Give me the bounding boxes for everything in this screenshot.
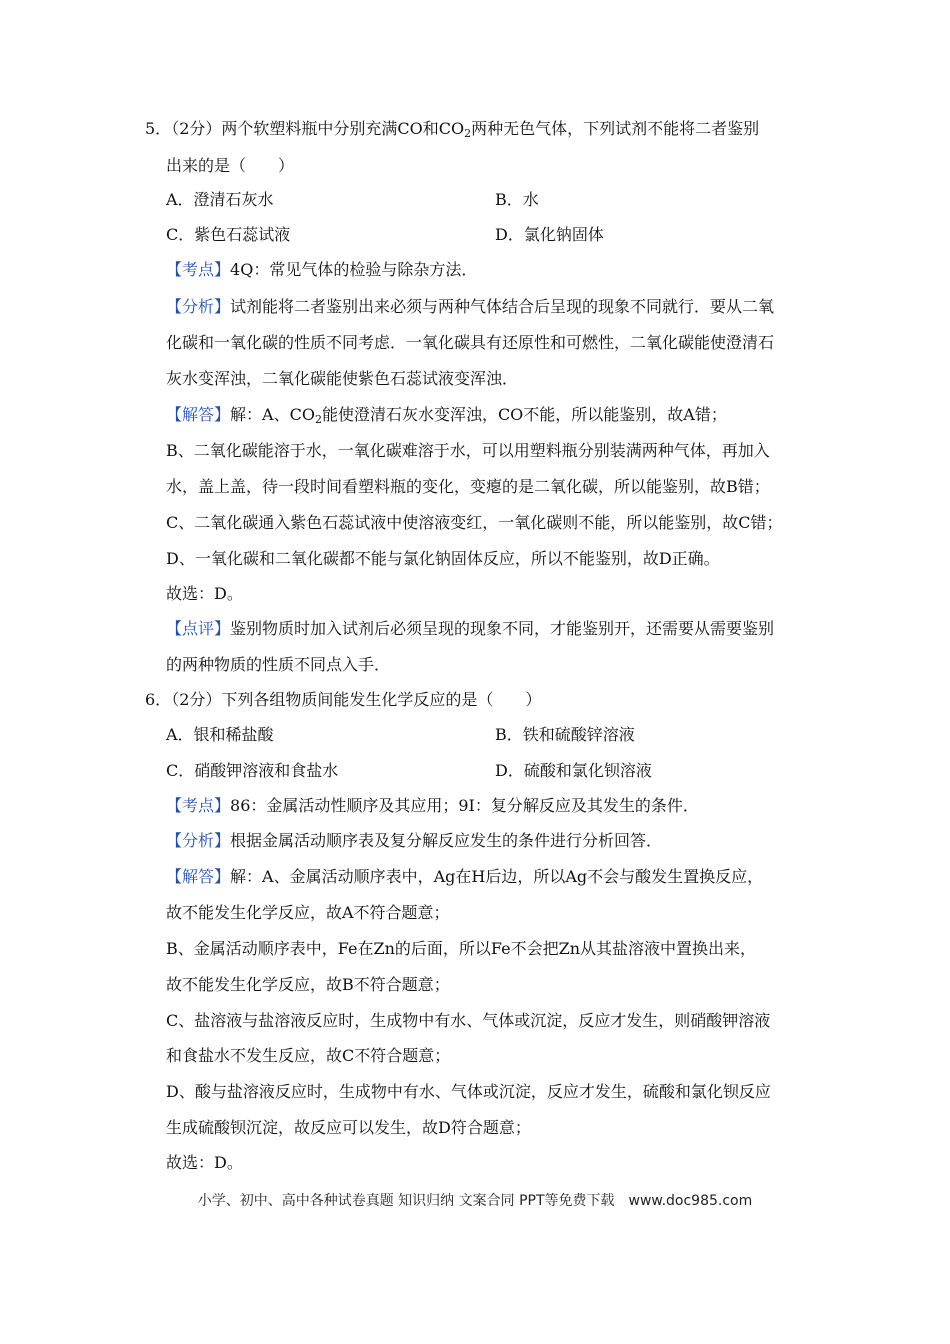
- q6-jieda-line6: 和食盐水不发生反应，故C不符合题意；: [166, 1046, 451, 1065]
- q5-option-a: A．澄清石灰水: [166, 190, 274, 209]
- q6-option-c: C．硝酸钾溶液和食盐水: [166, 761, 339, 780]
- q6-fenxi-tag: 【分析】: [166, 831, 231, 850]
- q5-jieda-line5: D、一氧化碳和二氧化碳都不能与氯化钠固体反应，所以不能鉴别，故D正确。: [166, 549, 720, 568]
- q6-option-d: D．硫酸和氯化钡溶液: [495, 761, 652, 780]
- q5-fenxi-line1: 【分析】试剂能将二者鉴别出来必须与两种气体结合后呈现的现象不同就行．要从二氧: [166, 297, 775, 316]
- q5-option-c: C．紫色石蕊试液: [166, 225, 291, 244]
- q5-jieda-line4: C、二氧化碳通入紫色石蕊试液中使溶液变红，一氧化碳则不能，所以能鉴别，故C错；: [166, 513, 783, 532]
- q5-stem-line1: 5．（2分）两个软塑料瓶中分别充满CO和$CO_2$两种无色气体，下列试剂不能将二者鉴别: [145, 119, 760, 140]
- q5-fenxi-line2: 化碳和一氧化碳的性质不同考虑．一氧化碳具有还原性和可燃性，二氧化碳能使澄清石: [166, 333, 775, 352]
- q5-jieda-line2: B、二氧化碳能溶于水，一氧化碳难溶于水，可以用塑料瓶分别装满两种气体，再加入: [166, 441, 770, 460]
- q6-jieda-tag: 【解答】: [166, 867, 231, 886]
- q6-jieda-line3: B、金属活动顺序表中，Fe在Zn的后面，所以Fe不会把Zn从其盐溶液中置换出来，: [166, 939, 756, 958]
- q6-jieda-line8: 生成硫酸钡沉淀，故反应可以发生，故D符合题意；: [166, 1118, 531, 1137]
- q5-fenxi-tag: 【分析】: [166, 297, 231, 316]
- q6-jieda-line1: 【解答】解：A、金属活动顺序表中，Ag在H后边，所以Ag不会与酸发生置换反应，: [166, 867, 764, 886]
- q5-jieda-line1: 【解答】解：A、$CO_2$能使澄清石灰水变浑浊，CO不能，所以能鉴别，故A错；: [166, 405, 727, 426]
- q5-dianping-tag: 【点评】: [166, 619, 231, 638]
- q6-kaodian-tag: 【考点】: [166, 796, 231, 815]
- q5-kaodian: 【考点】4Q：常见气体的检验与除杂方法．: [166, 260, 478, 279]
- q6-kaodian: 【考点】86：金属活动性顺序及其应用；9I：复分解反应及其发生的条件．: [166, 796, 699, 815]
- q6-jieda-line7: D、酸与盐溶液反应时，生成物中有水、气体或沉淀，反应才发生，硫酸和氯化钡反应: [166, 1082, 771, 1101]
- q6-fenxi: 【分析】根据金属活动顺序表及复分解反应发生的条件进行分析回答．: [166, 831, 663, 850]
- q5-number: 5．: [145, 119, 172, 138]
- q5-answer: 故选：D。: [166, 584, 243, 603]
- q6-number: 6．: [145, 690, 172, 709]
- q6-stem: 6．（2分）下列各组物质间能发生化学反应的是（ ）: [145, 690, 542, 709]
- q5-jieda-tag: 【解答】: [166, 405, 231, 424]
- q5-fenxi-line3: 灰水变浑浊，二氧化碳能使紫色石蕊试液变浑浊．: [166, 369, 519, 388]
- q5-option-d: D．氯化钠固体: [495, 225, 604, 244]
- q5-dianping-line1: 【点评】鉴别物质时加入试剂后必须呈现的现象不同，才能鉴别开，还需要从需要鉴别: [166, 619, 775, 638]
- q5-co2-subscript: 2: [464, 127, 472, 140]
- page-footer: 小学、初中、高中各种试卷真题 知识归纳 文案合同 PPT等免费下载 www.doc985.com: [197, 1193, 753, 1209]
- q6-jieda-line4: 故不能发生化学反应，故B不符合题意；: [166, 975, 450, 994]
- q5-dianping-line2: 的两种物质的性质不同点入手．: [166, 655, 391, 674]
- q6-jieda-line2: 故不能发生化学反应，故A不符合题意；: [166, 903, 450, 922]
- q6-jieda-line5: C、盐溶液与盐溶液反应时，生成物中有水、气体或沉淀，反应才发生，则硝酸钾溶液: [166, 1011, 771, 1030]
- q5-option-b: B．水: [495, 190, 539, 209]
- q6-option-a: A．银和稀盐酸: [166, 725, 274, 744]
- q6-option-b: B．铁和硫酸锌溶液: [495, 725, 635, 744]
- q5-kaodian-tag: 【考点】: [166, 260, 231, 279]
- q5-jieda-line3: 水，盖上盖，待一段时间看塑料瓶的变化，变瘪的是二氧化碳，所以能鉴别，故B错；: [166, 477, 770, 496]
- q6-answer: 故选：D。: [166, 1153, 243, 1172]
- q5-stem-line2: 出来的是（ ）: [166, 156, 295, 175]
